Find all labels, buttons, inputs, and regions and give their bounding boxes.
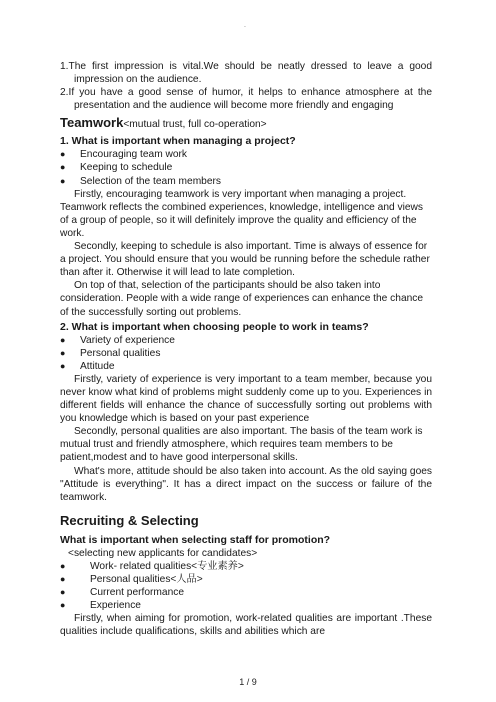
bullet-item: ● Current performance [60,586,432,599]
paragraph: What's more, attitude should be also taken into account. As the old saying goes "Attitude is everything". It has a direct impact on the success or failure of the teamwork. [60,465,432,503]
question-2-bullets [60,334,432,373]
intro-point-2: 2.If you have a good sense of humor, it helps to enhance atmosphere at the presentation and the audience will become more friendly and engaging [60,87,432,112]
recruiting-bullets [60,560,432,612]
bullet-item: ● Keeping to schedule [60,161,432,174]
recruiting-title: Recruiting & Selecting [60,512,199,528]
question-2: 2. What is important when choosing people to work in teams? [60,320,369,333]
bullet-item: ● Attitude [60,360,432,373]
paragraph: Firstly, variety of experience is very important to a team member, because you never know what kind of problems might suddenly come up to you. Experiences in different fields will enhance the chance of successfully sorting out problems with you knowledge which is based on your past experience [60,373,432,425]
paragraph: Firstly, when aiming for promotion, work-related qualities are important .These qualities include qualifications, skills and abilities which are [60,613,432,638]
bullet-item: ● Experience [60,599,432,612]
paragraph: Secondly, keeping to schedule is also important. Time is always of essence for a project. You should ensure that you would be running before the schedule rather than after it. Otherwise it will lead to late completion. [60,241,430,279]
bullet-item: ● Variety of experience [60,334,432,347]
header-mark: . [244,22,246,29]
recruiting-note: <selecting new applicants for candidates> [68,547,258,559]
paragraph: On top of that, selection of the participants should be also taken into consideration. People with a wide range of experiences can enhance the chance of the successfully sorting out problems. [60,280,424,318]
page-number: 1 / 9 [239,677,257,687]
bullet-item: ● Selection of the team members [60,175,432,188]
bullet-item: ● Work- related qualities<专业素养> [60,560,432,573]
intro-point-1: 1.The first impression is vital.We should be neatly dressed to leave a good impression on the audience. [60,61,432,86]
bullet-item: ● Personal qualities<人品> [60,573,432,586]
teamwork-heading [60,115,432,133]
bullet-item: ● Encouraging team work [60,148,432,161]
page-content [60,60,432,638]
teamwork-title: Teamwork [60,115,124,131]
paragraph: Secondly, personal qualities are also important. The basis of the team work is mutual trust and friendly atmosphere, which requires team members to be patient,modest and to have good interpersonal skills. [60,426,423,464]
recruiting-question: What is important when selecting staff for promotion? [60,533,331,546]
paragraph: Firstly, encouraging teamwork is very important when managing a project. Teamwork reflects the combined experiences, knowledge, intelligence and views of a group of people, so it will definitely improve the quality and efficiency of the work. [60,188,423,239]
question-1: 1. What is important when managing a project? [60,135,296,148]
question-1-bullets [60,148,432,187]
teamwork-subtitle: <mutual trust, full co-operation> [123,119,267,131]
bullet-item: ● Personal qualities [60,347,432,360]
